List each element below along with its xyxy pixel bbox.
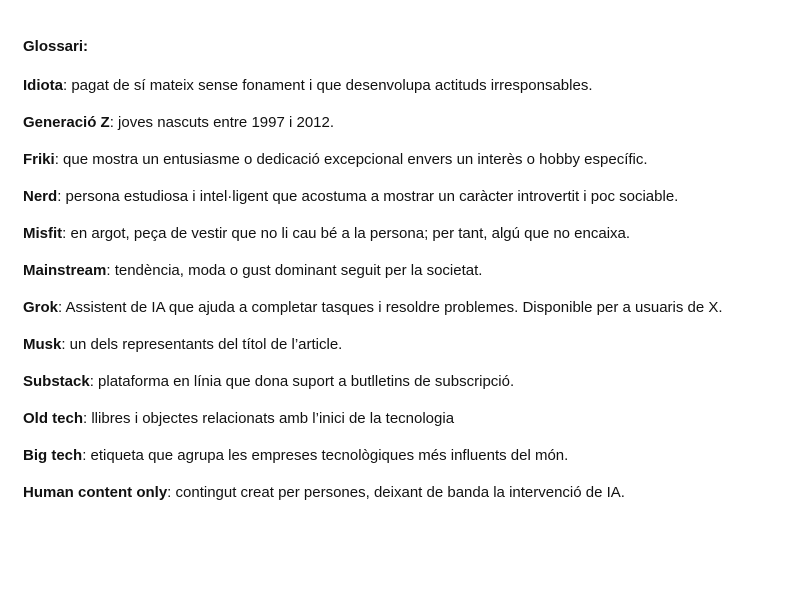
glossary-entry-generacio-z: [23, 111, 723, 135]
glossary-heading: Glossari:: [23, 38, 89, 55]
glossary-definition: : en argot, peça de vestir que no li cau bé a la persona; per tant, algú que no encaixa.: [62, 225, 631, 242]
glossary-term: Mainstream: [23, 262, 107, 279]
glossary-entry-mainstream: [23, 259, 723, 283]
glossary-term: Big tech: [23, 447, 83, 464]
glossary-entry-friki: [23, 148, 723, 172]
glossary-definition: : joves nascuts entre 1997 i 2012.: [109, 114, 335, 131]
glossary-definition: : Assistent de IA que ajuda a completar tasques i resoldre problemes. Disponible per a usuaris de X.: [58, 299, 723, 316]
glossary-definition: : un dels representants del títol de l’article.: [61, 336, 343, 353]
glossary-term: Friki: [23, 151, 55, 168]
glossary-term: Nerd: [23, 188, 58, 205]
glossary-definition: : plataforma en línia que dona suport a butlletins de subscripció.: [89, 373, 515, 390]
glossary-entry-substack: [23, 370, 723, 394]
glossary-entry-idiota: [23, 74, 723, 98]
glossary-entry-musk: [23, 333, 723, 357]
glossary-term: Substack: [23, 373, 90, 390]
glossary-definition: : tendència, moda o gust dominant seguit per la societat.: [106, 262, 483, 279]
glossary-entry-nerd: [23, 185, 723, 209]
glossary-entry-old-tech: [23, 407, 723, 431]
glossary-term: Generació Z: [23, 114, 110, 131]
glossary-entry-misfit: [23, 222, 723, 246]
glossary-term: Idiota: [23, 77, 63, 94]
glossary-entry-big-tech: [23, 444, 723, 468]
glossary-definition: : que mostra un entusiasme o dedicació excepcional envers un interès o hobby específic.: [54, 151, 648, 168]
glossary-entry-human-content-only: [23, 481, 723, 505]
glossary-definition: : contingut creat per persones, deixant de banda la intervenció de IA.: [167, 484, 625, 501]
glossary-definition: : pagat de sí mateix sense fonament i que desenvolupa actituds irresponsables.: [63, 77, 593, 94]
glossary-entry-grok: [23, 296, 723, 320]
glossary-term: Misfit: [23, 225, 63, 242]
glossary-term: Musk: [23, 336, 62, 353]
glossary-definition: : etiqueta que agrupa les empreses tecnològiques més influents del món.: [82, 447, 569, 464]
glossary-term: Old tech: [23, 410, 84, 427]
glossary-definition: : llibres i objectes relacionats amb l’inici de la tecnologia: [83, 410, 455, 427]
glossary-term: Grok: [23, 299, 59, 316]
glossary-definition: : persona estudiosa i intel·ligent que acostuma a mostrar un caràcter introvertit i poc sociable.: [57, 188, 679, 205]
glossary-term: Human content only: [23, 484, 168, 501]
